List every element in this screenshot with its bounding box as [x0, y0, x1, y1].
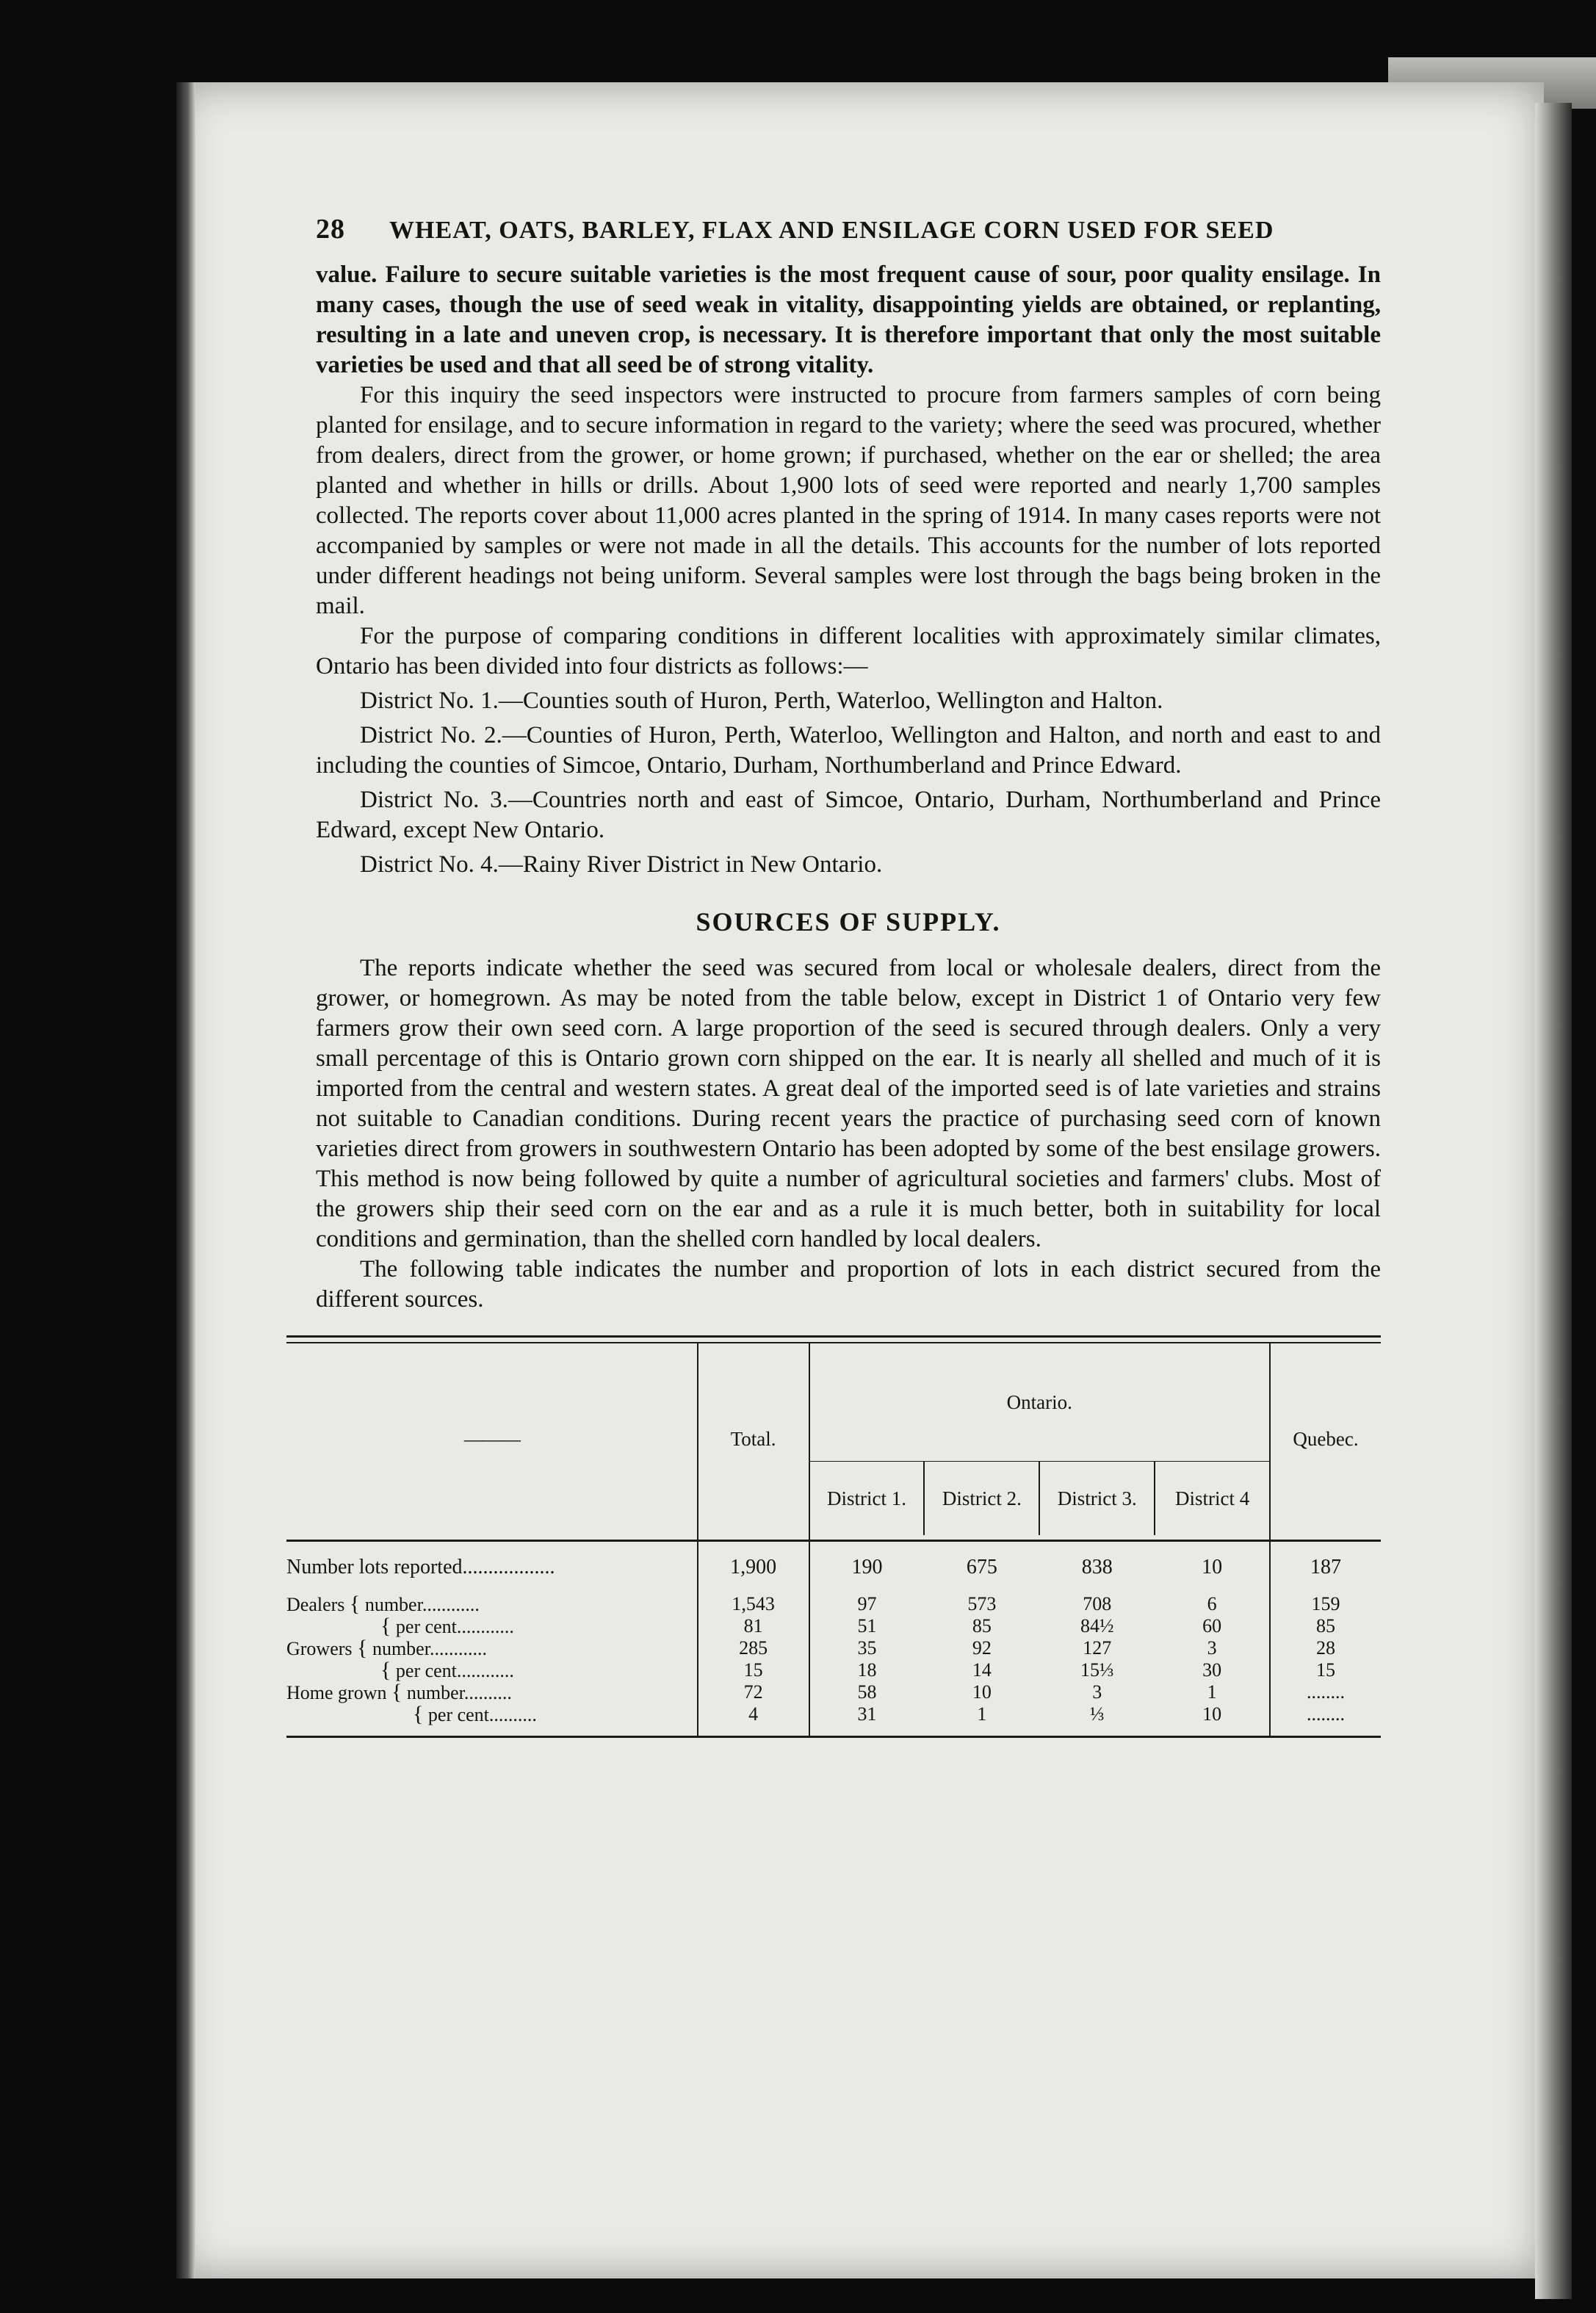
cell-d3: 708: [1083, 1593, 1112, 1614]
district-2-header: District 2.: [924, 1462, 1039, 1536]
cell-d3: 127: [1083, 1637, 1112, 1659]
district-3: District No. 3.—Countries north and east of Simcoe, Ontario, Durham, Northumberland and Prince Edward, except New Ontario.: [316, 787, 1381, 843]
cell-total: 15: [698, 1659, 809, 1681]
cell-quebec: 15: [1270, 1659, 1381, 1681]
cell-d4: 30: [1202, 1659, 1222, 1681]
cell-quebec: ........: [1270, 1703, 1381, 1725]
row-leader: ..........: [488, 1703, 537, 1725]
cell-d2: 1: [977, 1703, 987, 1725]
district-1: District No. 1.—Counties south of Huron, Perth, Waterloo, Wellington and Halton.: [360, 688, 1163, 714]
row-leader: ............: [456, 1615, 514, 1637]
row-sub-label: number: [406, 1681, 464, 1703]
cell-d1: 51: [809, 1615, 925, 1637]
cell-total: 1,900: [698, 1541, 809, 1594]
cell-quebec: 28: [1270, 1637, 1381, 1659]
quebec-header: Quebec.: [1270, 1343, 1381, 1535]
cell-d4: 1: [1207, 1681, 1217, 1703]
cell-d1: 31: [809, 1703, 925, 1725]
page-outer-edge: [1535, 103, 1572, 2299]
cell-d3: 84½: [1080, 1615, 1114, 1637]
stub-header: ———: [463, 1428, 519, 1450]
page-content: [286, 213, 1381, 1738]
row-leader: ............: [422, 1593, 480, 1615]
row-leader: ............: [429, 1637, 487, 1659]
cell-total: 285: [698, 1637, 809, 1659]
cell-quebec: 159: [1270, 1593, 1381, 1615]
paragraph-inquiry: For this inquiry the seed inspectors were instructed to procure from farmers samples of corn being planted for ensilage, and to secure information in regard to the variety; where the seed was procured, whether from dealers, direct from the grower, or home grown; if purchased, whether on the ear or shelled; the area planted and whether in hills or drills. About 1,900 lots of seed were reported and nearly 1,700 samples collected. The reports cover about 11,000 acres planted in the spring of 1914. In many cases reports were not accompanied by samples or were not made in all the details. This accounts for the number of lots reported under different headings not being uniform. Several samples were lost through the bags being broken in the mail.: [316, 382, 1381, 619]
cell-quebec: ........: [1270, 1681, 1381, 1703]
row-sub-label: number: [372, 1637, 430, 1659]
district-3-header: District 3.: [1039, 1462, 1155, 1536]
paragraph-districts-intro: For the purpose of comparing conditions in different localities with approximately similar climates, Ontario has been divided into four districts as follows:—: [316, 623, 1381, 679]
cell-d1: 35: [809, 1637, 925, 1659]
district-2: District No. 2.—Counties of Huron, Perth, Waterloo, Wellington and Halton, and north and east to and including the counties of Simcoe, Ontario, Durham, Northumberland and Prince Edward.: [316, 722, 1381, 779]
page-binding-edge: [176, 82, 195, 2278]
cell-d4: 3: [1207, 1637, 1217, 1659]
ontario-header: Ontario.: [809, 1343, 1271, 1462]
paragraph-continuation: value. Failure to secure suitable varieties is the most frequent cause of sour, poor quality ensilage. In many cases, though the use of seed weak in vitality, disappointing yields are obtained, or replanting, resulting in a late and uneven crop, is necessary. It is therefore important that only the most suitable varieties be used and that all seed be of strong vitality.: [316, 261, 1381, 378]
cell-quebec: 85: [1270, 1615, 1381, 1637]
running-head-title: WHEAT, OATS, BARLEY, FLAX AND ENSILAGE CORN USED FOR SEED: [389, 217, 1274, 244]
cell-d1: 190: [809, 1541, 925, 1594]
paragraph-sources: The reports indicate whether the seed was secured from local or wholesale dealers, direct from the grower, or homegrown. As may be noted from the table below, except in District 1 of Ontario very few farmers grow their own seed corn. A large proportion of the seed is secured through dealers. Only a very small percentage of this is Ontario grown corn shipped on the ear. It is nearly all shelled and much of it is imported from the central and western states. A great deal of the imported seed is of late varieties and strains not suitable to Canadian conditions. During recent years the practice of purchasing seed corn of known varieties direct from growers in southwestern Ontario has been adopted by some of the best ensilage growers. This method is now being followed by quite a number of agricultural societies and farmers' clubs. Most of the growers ship their seed corn on the ear and as a rule it is much better, both in suitability for local conditions and germination, than the shelled corn handled by local dealers.: [316, 955, 1381, 1252]
row-sub-label: per cent: [427, 1703, 489, 1725]
table-row: Home grown { number.......... 72 58 10 3 1 ........: [286, 1681, 1381, 1703]
paragraph-table-intro: The following table indicates the number and proportion of lots in each district secured from the different sources.: [316, 1256, 1381, 1313]
total-header: Total.: [698, 1343, 809, 1535]
sources-table: [286, 1343, 1381, 1738]
cell-d2: 14: [972, 1659, 992, 1681]
cell-d4: 60: [1202, 1615, 1222, 1637]
table-top-rule: [286, 1335, 1381, 1343]
cell-d3: 15⅓: [1080, 1659, 1114, 1681]
cell-d3: 3: [1092, 1681, 1102, 1703]
cell-d2: 573: [967, 1593, 997, 1614]
table-row: Dealers { number............ 1,543 97 573 708 6 159: [286, 1593, 1381, 1615]
running-head: [316, 213, 1381, 245]
row-sub-label: per cent: [395, 1615, 457, 1637]
table-row: { per cent............ 81 51 85 84½ 60 85: [286, 1615, 1381, 1637]
row-label: Number lots reported: [286, 1556, 463, 1578]
cell-d1: 58: [809, 1681, 925, 1703]
cell-d4: 10: [1202, 1703, 1222, 1725]
row-leader: ............: [456, 1659, 514, 1681]
district-1-header: District 1.: [809, 1462, 925, 1536]
cell-d2: 85: [972, 1615, 992, 1637]
row-group-label: Growers: [286, 1637, 353, 1659]
cell-d2: 92: [972, 1637, 992, 1659]
district-4-header: District 4: [1155, 1462, 1270, 1536]
cell-d1: 18: [809, 1659, 925, 1681]
cell-d2: 675: [966, 1556, 997, 1578]
cell-d4: 10: [1202, 1556, 1223, 1578]
cell-total: 1,543: [698, 1593, 809, 1615]
cell-d3: ⅓: [1089, 1703, 1105, 1725]
page-number: 28: [316, 214, 345, 245]
table-row: { per cent............ 15 18 14 15⅓ 30 15: [286, 1659, 1381, 1681]
cell-d4: 6: [1207, 1593, 1217, 1614]
cell-total: 81: [698, 1615, 809, 1637]
cell-total: 4: [698, 1703, 809, 1725]
cell-total: 72: [698, 1681, 809, 1703]
section-title: SOURCES OF SUPPLY.: [696, 907, 1001, 937]
row-leader: ..........: [463, 1681, 512, 1703]
row-group-label: Dealers: [286, 1593, 345, 1615]
row-group-label: Home grown: [286, 1681, 387, 1703]
cell-quebec: 187: [1270, 1541, 1381, 1594]
cell-d2: 10: [972, 1681, 992, 1703]
table-row: [286, 1541, 1381, 1594]
table-row: Growers { number............ 285 35 92 127 3 28: [286, 1637, 1381, 1659]
row-sub-label: number: [364, 1593, 422, 1615]
table-row: { per cent.......... 4 31 1 ⅓ 10 ........: [286, 1703, 1381, 1725]
district-4: District No. 4.—Rainy River District in New Ontario.: [360, 851, 883, 878]
row-leader: ..................: [462, 1556, 555, 1578]
cell-d1: 97: [809, 1593, 925, 1615]
row-sub-label: per cent: [395, 1659, 457, 1681]
cell-d3: 838: [1081, 1556, 1113, 1578]
